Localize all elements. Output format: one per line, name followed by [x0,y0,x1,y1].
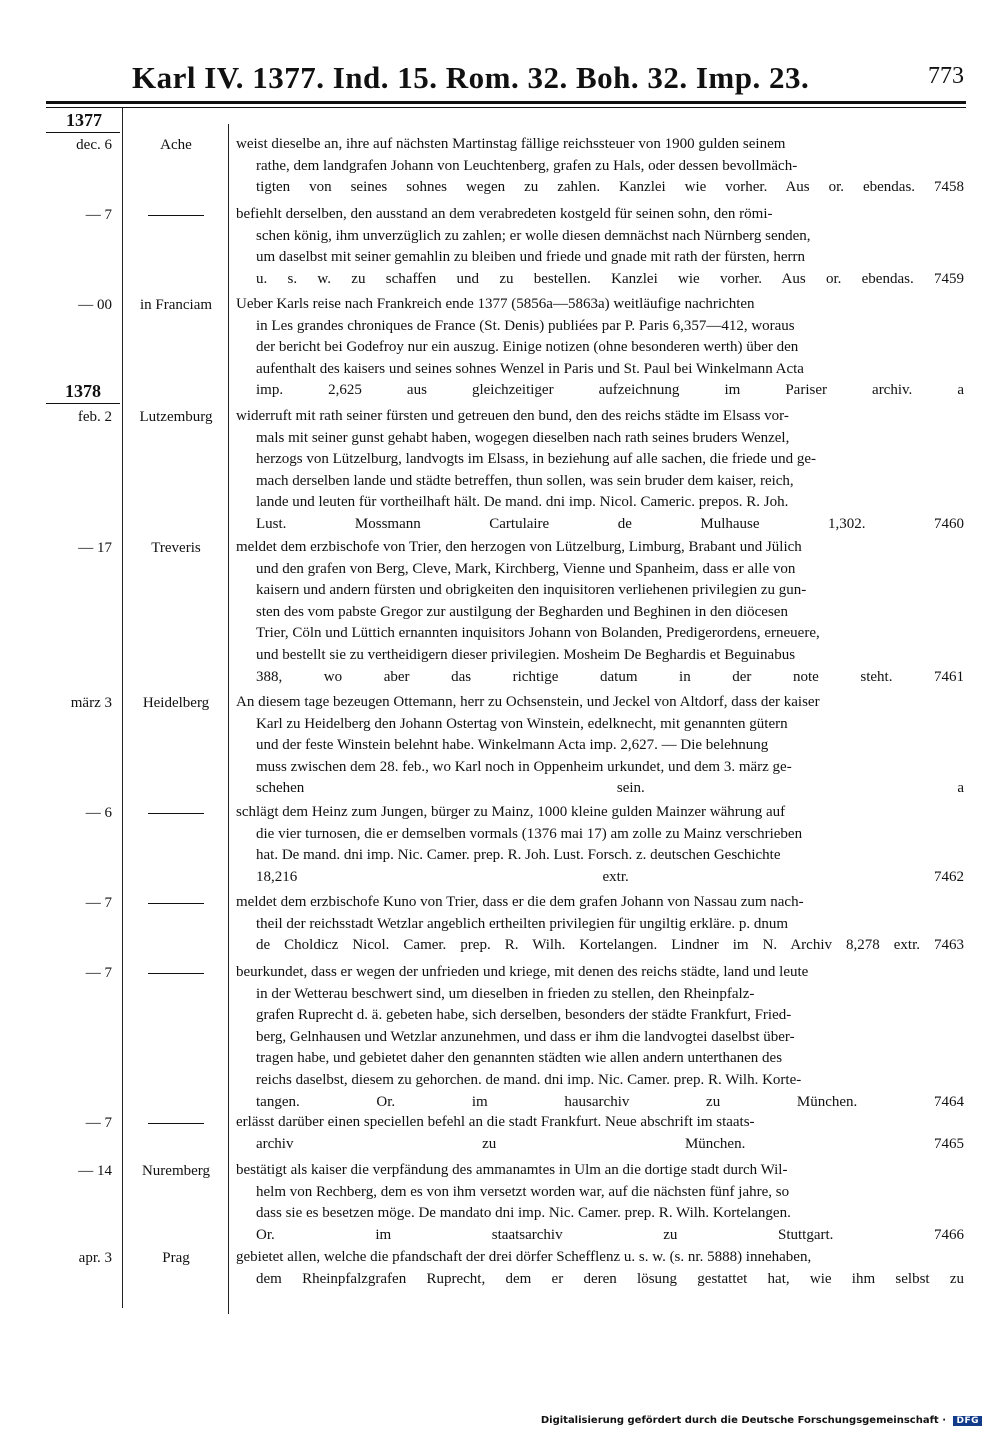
entry-line: kaisern und andern fürsten und obrigkeiten den inquisitoren verliehenen privilegien zu gun- [256,582,807,599]
entry-line: lande und leuten für vortheilhaft hält. De mand. dni imp. Nicol. Cameric. prepos. R. Joh. [256,494,789,511]
entry-line: erlässt darüber einen speciellen befehl an die stadt Frankfurt. Neue abschrift im staats- [236,1114,755,1130]
entry-line: Ueber Karls reise nach Frankreich ende 1377 (5856a—5863a) weitläufige nachrichten [236,296,755,312]
entry-place [124,965,228,982]
entry-date: — 17 [78,540,112,556]
entry-line: aufenthalt des kaisers und seines sohnes Wenzel in Paris und St. Paul bei Winkelmann Acta [256,360,804,377]
entry-place: Ache [160,137,192,153]
entry-line: theil der reichsstadt Wetzlar angeblich ertheilten privilegien für ungiltig erkläre. p. dnum [256,915,789,932]
entry-date: apr. 3 [78,1250,112,1266]
running-title: Karl IV. 1377. Ind. 15. Rom. 32. Boh. 32. Imp. 23. [132,60,810,95]
entry-place [124,805,228,822]
entry-text [236,406,964,536]
entry-line: und bestellt sie zu vertheidigern dieser privilegien. Mosheim De Beghardis et Beguinabus [256,646,796,663]
entry-date: — 00 [78,297,112,313]
entry-place [124,895,228,912]
entry-place: Treveris [151,540,201,556]
entry-line: schehen sein. a [256,780,964,797]
year-heading-first: 1377 [66,110,102,130]
entry-line: befiehlt derselben, den ausstand an dem verabredeten kostgeld für seinen sohn, den römi- [236,206,773,222]
entry-line: weist dieselbe an, ihre auf nächsten Martinstag fällige reichssteuer von 1900 gulden seinem [236,136,786,152]
entry-line: herzogs von Lützelburg, landvogts im Elsass, in beziehung auf alle sachen, die friede und ge- [256,451,816,468]
ditto-dash [148,973,204,974]
entry-date: — 7 [85,1115,112,1131]
entry-text [236,204,964,290]
footer-text: Digitalisierung gefördert durch die Deutsche Forschungsgemeinschaft · [540,1415,946,1426]
year-heading-second: 1378 [65,381,101,401]
entry-line: gebietet allen, welche die pfandschaft der drei dörfer Schefflenz u. s. w. (s. nr. 5888) innehaben, [236,1249,812,1265]
entry-line: widerruft mit rath seiner fürsten und getreuen den bund, den des reichs städte im Elsass vor- [236,408,789,424]
entry-line: Or. im staatsarchiv zu Stuttgart. 7466 [256,1226,964,1243]
entry-text [236,134,964,199]
entry-date: märz 3 [70,695,112,711]
entry-line: mals mit seiner gunst gehabt haben, wogegen dieselben nach rath seines bruders Wenzel, [256,429,790,446]
entry-date: — 7 [85,895,112,911]
entry-line: der bericht bei Godefroy nur ein auszug. Einige notizen (ohne besonderen werth) über den [256,339,799,356]
entry-line: sten des vom pabste Gregor zur austilgung der Begharden und Beghinen in den diöcesen [256,603,788,620]
entry-text [236,892,964,957]
entry-line: imp. 2,625 aus gleichzeitiger aufzeichnung im Pariser archiv. a [256,382,964,399]
entry-text [236,537,964,688]
entry-date: — 14 [78,1163,112,1179]
entry-text [236,1160,964,1246]
entry-line: tangen. Or. im hausarchiv zu München. 7464 [256,1093,964,1110]
entry-line: und der feste Winstein belehnt habe. Winkelmann Acta imp. 2,627. — Die belehnung [256,737,769,754]
dfg-logo: DFG [953,1416,982,1426]
entry-line: mach derselben lande und städte betreffen, thun sollen, was sein bruder dem kaiser, reich, [256,472,794,489]
entry-line: die vier turnosen, die er demselben vormals (1376 mai 17) am zolle zu Mainz verschrieben [256,825,803,842]
entry-place: Nuremberg [141,1163,211,1179]
entry-text [236,802,964,888]
entry-line: dass sie es besetzen möge. De mandato dni imp. Nic. Camer. prep. R. Wilh. Kortelangen. [256,1205,791,1222]
header-rule-thick [46,101,966,104]
column-divider-date [122,108,123,1308]
entry-line: Trier, Cöln und Lüttich ernannten inquisitors Johann von Bolanden, Predigerordens, erneuere, [256,625,820,642]
entry-line: muss zwischen dem 28. feb., wo Karl noch in Oppenheim urkundet, und dem 3. märz ge- [256,758,792,775]
entry-line: meldet dem erzbischofe Kuno von Trier, dass er die dem grafen Johann von Nassau zum nach- [236,894,804,910]
ditto-dash [148,215,204,216]
column-divider-place [228,124,229,1314]
page-number: 773 [928,63,964,89]
entry-text [236,1112,964,1155]
ditto-dash [148,1123,204,1124]
year-rule-second [46,403,120,404]
entry-place: Lutzemburg [139,409,213,425]
entry-line: berg, Gelnhausen und Wetzlar anzunehmen, und dass er ihm die landvogtei daselbst über- [256,1028,795,1045]
entry-text [236,294,964,402]
ditto-dash [148,813,204,814]
entry-line: An diesem tage bezeugen Ottemann, herr zu Ochsenstein, und Jeckel von Altdorf, dass der kaiser [236,694,820,710]
entry-text [236,692,964,800]
entry-line: und den grafen von Berg, Cleve, Mark, Kirchberg, Vienne und Spanheim, dass er alle von [256,560,796,577]
entry-line: hat. De mand. dni imp. Nic. Camer. prep. R. Joh. Lust. Forsch. z. deutschen Geschichte [256,847,781,864]
entry-line: um daselbst mit seiner gemahlin zu bleiben und friede und gnade mit rath der fürsten, herrn [256,249,806,266]
page-header [50,60,968,100]
entry-place: in Franciam [139,297,213,313]
entry-place [124,1115,228,1132]
entry-line: schen könig, ihm unverzüglich zu zahlen; er wolle diesen demnächst nach Nürnberg senden, [256,227,811,244]
entry-line: in der Wetterau beschwert sind, um dieselben in frieden zu stellen, den Rheinpfalz- [256,985,755,1002]
entry-line: reichs daselbst, diesem zu gehorchen. de mand. dni imp. Nic. Camer. prep. R. Wilh. Korte- [256,1071,802,1088]
entry-place: Prag [162,1250,190,1266]
entry-line: u. s. w. zu schaffen und zu bestellen. Kanzlei wie vorher. Aus or. ebendas. 7459 [256,270,964,287]
entry-line: dem Rheinpfalzgrafen Ruprecht, dem er deren lösung gestattet hat, wie ihm selbst zu [256,1270,964,1287]
entry-text [236,1247,964,1290]
year-rule [46,132,120,133]
entry-line: Lust. Mossmann Cartulaire de Mulhause 1,302. 7460 [256,515,964,532]
entry-line: archiv zu München. 7465 [256,1135,964,1152]
entry-date: — 7 [85,965,112,981]
entry-line: tragen habe, und gebietet daher den genannten städten wie allen andern unterthanen des [256,1050,783,1067]
entry-line: bestätigt als kaiser die verpfändung des ammanamtes in Ulm an die dortige stadt durch Wil- [236,1162,788,1178]
entry-line: de Choldicz Nicol. Camer. prep. R. Wilh. Kortelangen. Lindner im N. Archiv 8,278 extr. 7463 [256,937,964,954]
entry-date: — 7 [85,207,112,223]
entry-line: 388, wo aber das richtige datum in der note steht. 7461 [256,668,964,685]
entry-text [236,962,964,1113]
entry-line: Karl zu Heidelberg den Johann Ostertag von Winstein, edelknecht, mit genannten gütern [256,715,788,732]
entry-line: 18,216 extr. 7462 [256,868,964,885]
entry-line: grafen Ruprecht d. ä. gebeten habe, sich derselben, besonders der städte Frankfurt, Fried- [256,1007,792,1024]
entry-line: tigten von seines sohnes wegen zu zahlen. Kanzlei wie vorher. Aus or. ebendas. 7458 [256,179,964,196]
entry-line: rathe, dem landgrafen Johann von Leuchtenberg, grafen zu Hals, oder dessen bevollmäch- [256,157,798,174]
entry-line: meldet dem erzbischofe von Trier, den herzogen von Lützelburg, Limburg, Brabant und Jülich [236,539,802,555]
entry-date: feb. 2 [77,409,112,425]
header-rule-thin [46,107,966,108]
entry-place: Heidelberg [142,695,210,711]
ditto-dash [148,903,204,904]
entry-line: in Les grandes chroniques de France (St. Denis) publiées par P. Paris 6,357—412, woraus [256,317,795,334]
entry-line: helm von Rechberg, dem es von ihm versetzt worden war, auf die nächsten fünf jahre, so [256,1183,790,1200]
funding-footer [541,1415,982,1426]
entry-date: — 6 [85,805,112,821]
entry-line: schlägt dem Heinz zum Jungen, bürger zu Mainz, 1000 kleine gulden Mainzer währung auf [236,804,786,820]
entry-date: dec. 6 [76,137,112,153]
entry-line: beurkundet, dass er wegen der unfrieden und kriege, mit denen des reichs städte, land und leute [236,964,809,980]
entry-place [124,207,228,224]
